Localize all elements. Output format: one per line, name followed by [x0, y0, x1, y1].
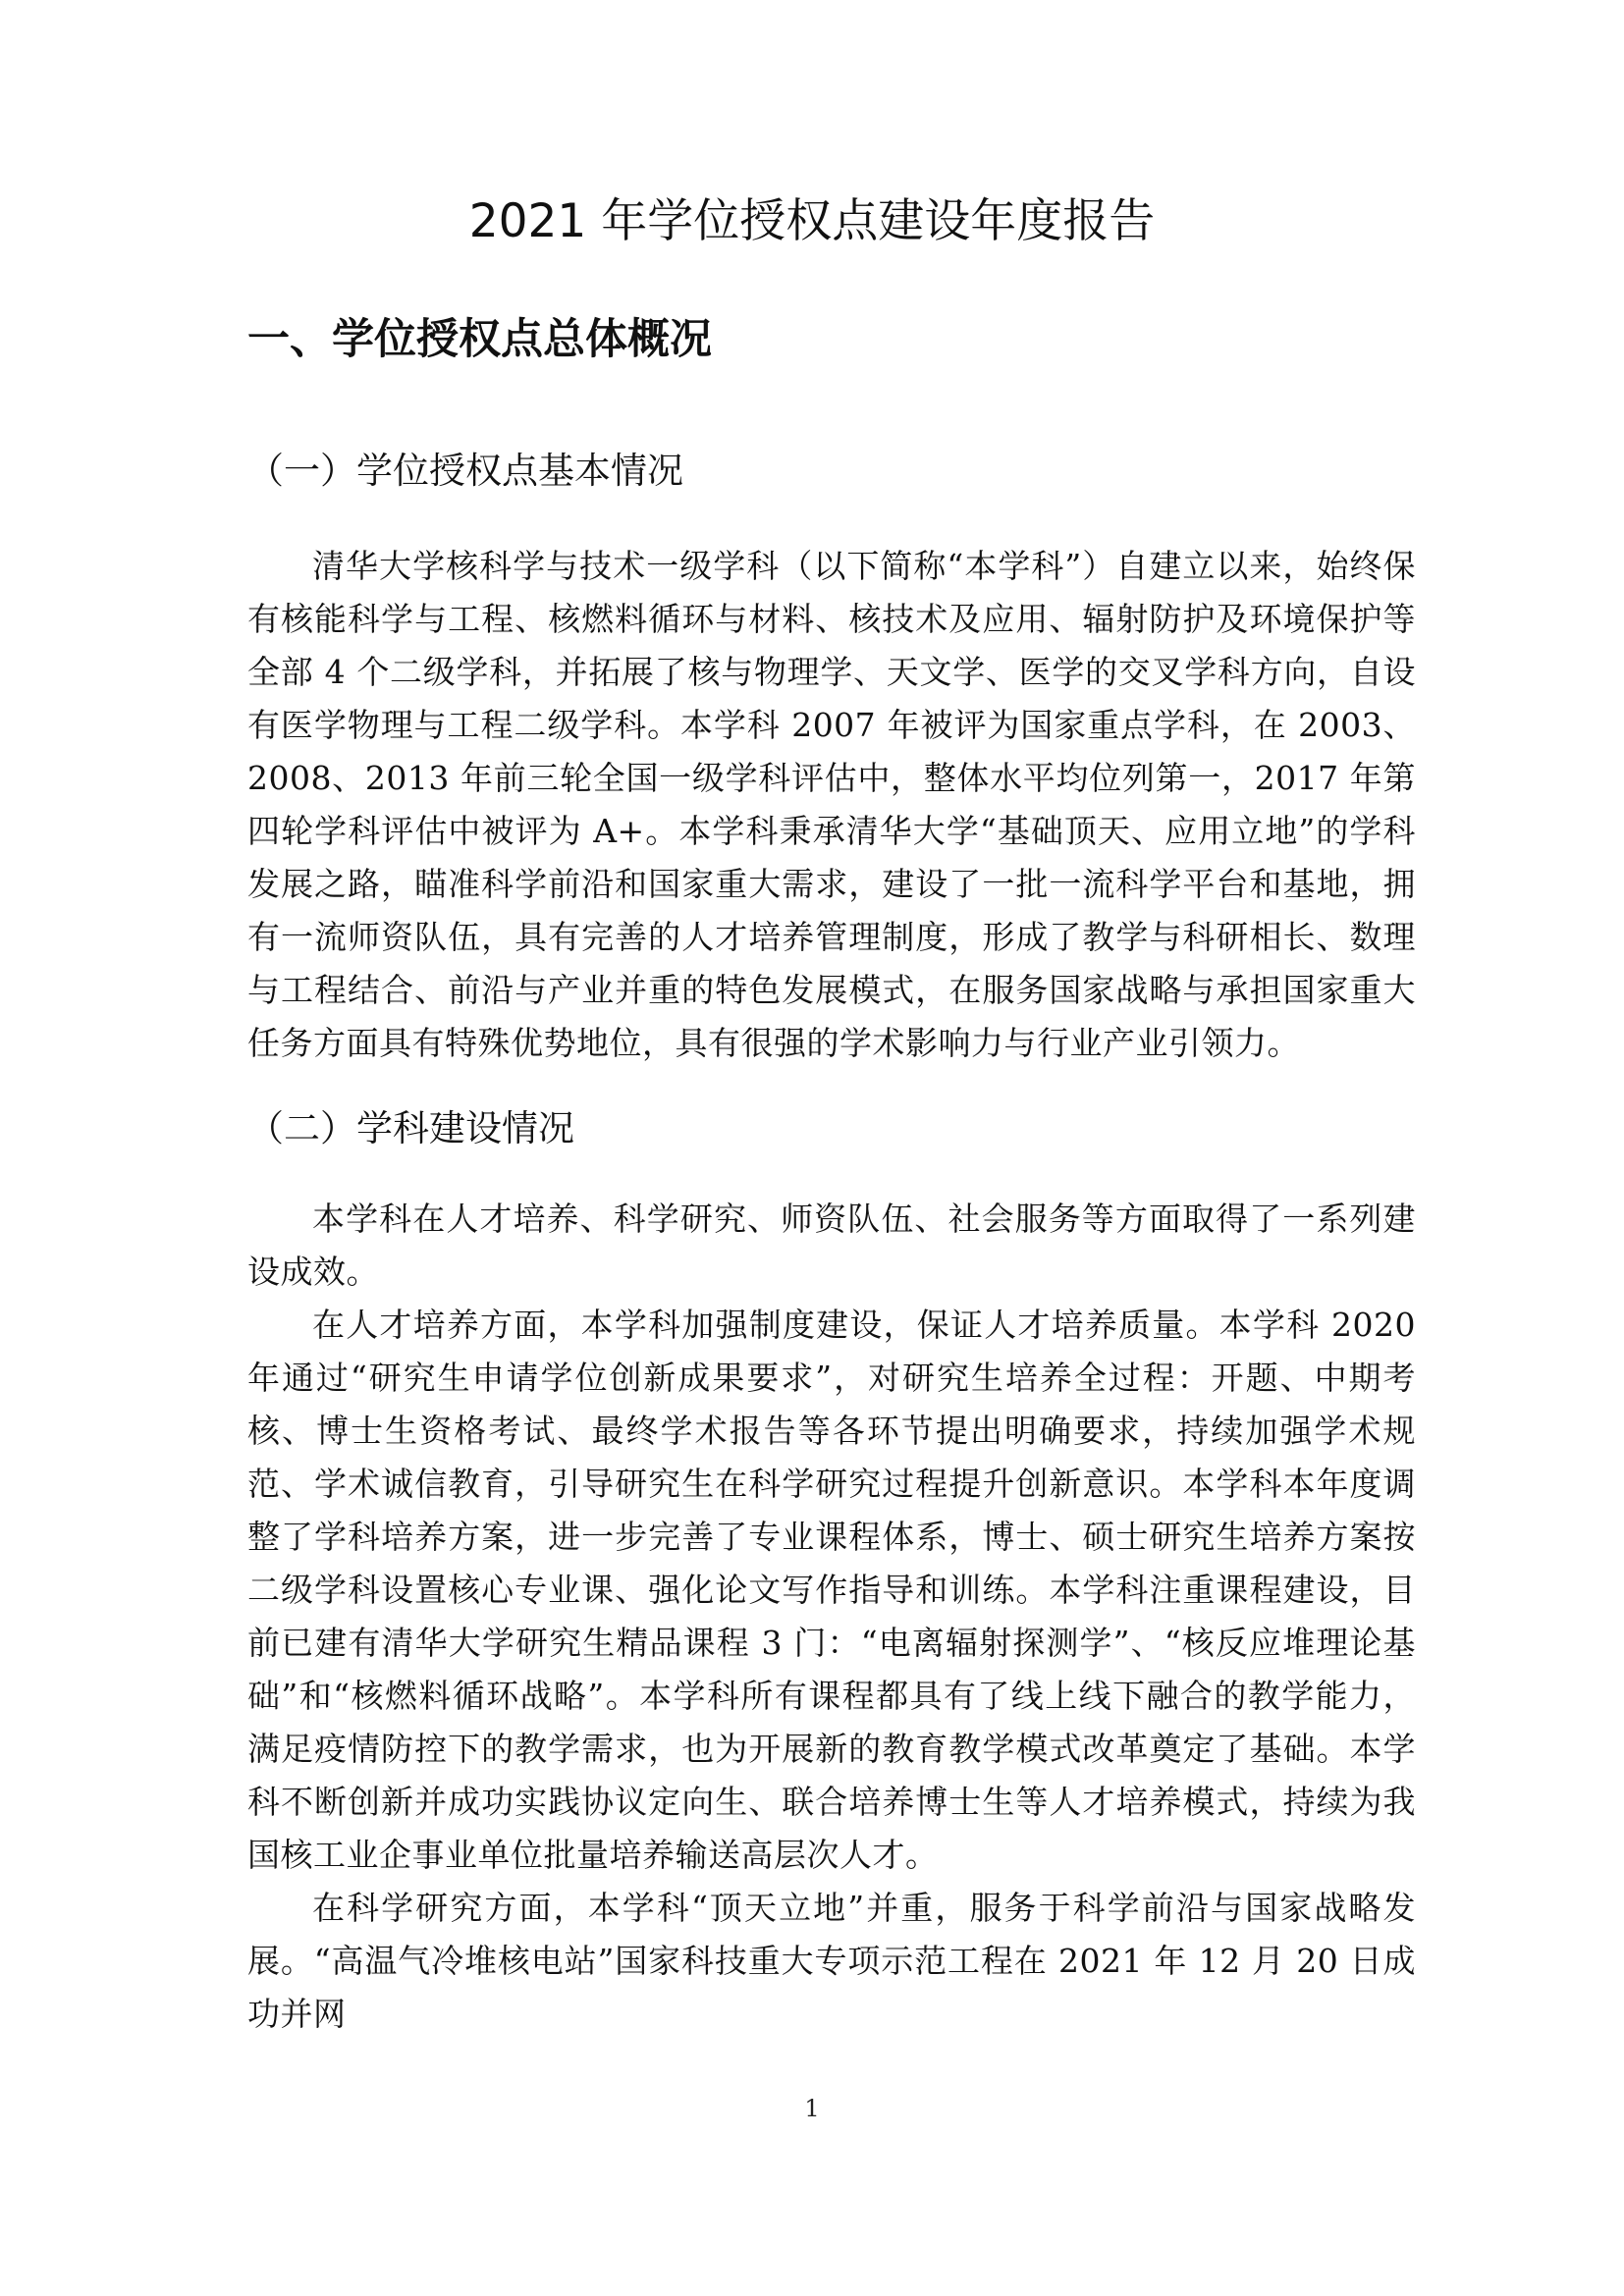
report-title: 2021 年学位授权点建设年度报告 — [468, 194, 1156, 248]
paragraph-scientific-research: 在科学研究方面，本学科“顶天立地”并重，服务于科学前沿与国家战略发展。“高温气冷堆核电站”国家科技重大专项示范工程在 2021 年 12 月 20 日成功并网 — [247, 1889, 1416, 2033]
paragraph-construction-intro: 本学科在人才培养、科学研究、师资队伍、社会服务等方面取得了一系列建设成效。 — [247, 1200, 1416, 1291]
paragraph-talent-training: 在人才培养方面，本学科加强制度建设，保证人才培养质量。本学科 2020 年通过“研究生申请学位创新成果要求”，对研究生培养全过程：开题、中期考核、博士生资格考试、最终学术报告等各环节提出明确要求，持续加强学术规范、学术诚信教育，引导研究生在科学研究过程提升创新意识。本学科本年度调整了学科培养方案，进一步完善了专业课程体系，博士、硕士研究生培养方案按二级学科设置核心专业课、强化论文写作指导和训练。本学科注重课程建设，目前已建有清华大学研究生精品课程 3 门：“电离辐射探测学”、“核反应堆理论基础”和“核燃料循环战略”。本学科所有课程都具有了线上线下融合的教学能力，满足疫情防控下的教学需求，也为开展新的教育教学模式改革奠定了基础。本学科不断创新并成功实践协议定向生、联合培养博士生等人才培养模式，持续为我国核工业企事业单位批量培养输送高层次人才。 — [247, 1306, 1416, 1874]
subsection-heading-discipline-construction: （二）学科建设情况 — [247, 1107, 574, 1149]
subsection-heading-basic-info: （一）学位授权点基本情况 — [247, 450, 683, 492]
section-heading-overview: 一、学位授权点总体概况 — [247, 315, 712, 364]
paragraph-basic-info: 清华大学核科学与技术一级学科（以下简称“本学科”）自建立以来，始终保有核能科学与工程、核燃料循环与材料、核技术及应用、辐射防护及环境保护等全部 4 个二级学科，并拓展了核与物理学、天文学、医学的交叉学科方向，自设有医学物理与工程二级学科。本学科 2007 年被评为国家重点学科，在 2003、2008、2013 年前三轮全国一级学科评估中，整体水平均位列第一，2017 年第四轮学科评估中被评为 A+。本学科秉承清华大学“基础顶天、应用立地”的学科发展之路，瞄准科学前沿和国家重大需求，建设了一批一流科学平台和基地，拥有一流师资队伍，具有完善的人才培养管理制度，形成了教学与科研相长、数理与工程结合、前沿与产业并重的特色发展模式，在服务国家战略与承担国家重大任务方面具有特殊优势地位，具有很强的学术影响力与行业产业引领力。 — [247, 547, 1416, 1062]
page-number: 1 — [804, 2095, 820, 2122]
